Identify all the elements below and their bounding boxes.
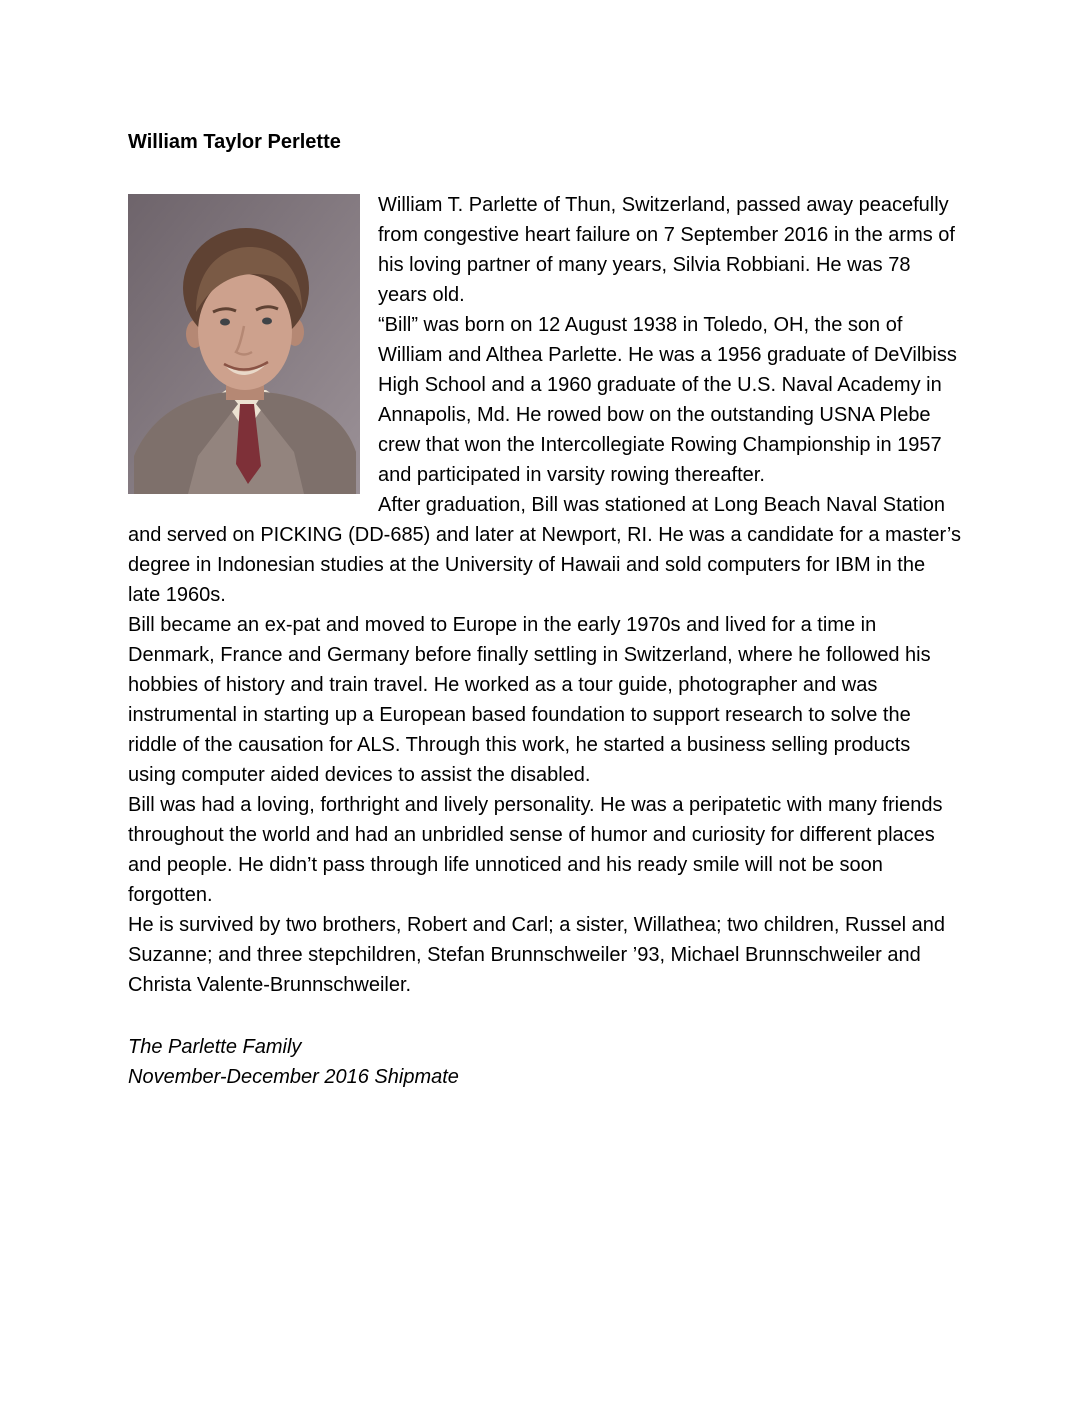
paragraph-intro: William T. Parlette of Thun, Switzerland, passed away peacefully from congestive heart failure on 7 September 2016 in the arms of his loving partner of many years, Silvia Robbiani. He was 78 years old. (378, 194, 955, 306)
paragraph-early-life: “Bill” was born on 12 August 1938 in Toledo, OH, the son of William and Althea Parlette. He was a 1956 graduate of DeVilbiss High School and a 1960 graduate of the U.S. Naval Academy in Annapolis, Md. He rowed bow on the outstanding USNA Plebe crew that won the Intercollegiate Rowing Championship in 1957 and participated in varsity rowing thereafter. (378, 314, 957, 486)
document-content (128, 130, 961, 1092)
page-title: William Taylor Perlette (128, 131, 341, 153)
paragraph-navy-career: After graduation, Bill was stationed at Long Beach Naval Station and served on PICKING (DD-685) and later at Newport, RI. He was a candidate for a master’s degree in Indonesian studies at the University of Hawaii and sold computers for IBM in the late 1960s. (128, 494, 961, 606)
photo-eye-right (262, 318, 272, 325)
paragraph-survivors: He is survived by two brothers, Robert and Carl; a sister, Willathea; two children, Russel and Suzanne; and three stepchildren, Stefan Brunnschweiler ’93, Michael Brunnschweiler and Christa Valente-Brunnschweiler. (128, 914, 946, 996)
signature-author: The Parlette Family (128, 1036, 302, 1058)
portrait-photo (128, 194, 360, 494)
paragraph-europe: Bill became an ex-pat and moved to Europe in the early 1970s and lived for a time in Denmark, France and Germany before finally settling in Switzerland, where he followed his hobbies of history and train travel. He worked as a tour guide, photographer and was instrumental in starting up a European based foundation to support research to solve the riddle of the causation for ALS. Through this work, he started a business selling products using computer aided devices to assist the disabled. (128, 614, 931, 786)
paragraph-personality: Bill was had a loving, forthright and lively personality. He was a peripatetic with many friends throughout the world and had an unbridled sense of humor and curiosity for different places and people. He didn’t pass through life unnoticed and his ready smile will not be soon forgotten. (128, 794, 943, 906)
signature-block (128, 1032, 961, 1092)
portrait-photo-drawing (128, 194, 360, 494)
signature-source: November-December 2016 Shipmate (128, 1066, 459, 1088)
photo-eye-left (220, 319, 230, 326)
